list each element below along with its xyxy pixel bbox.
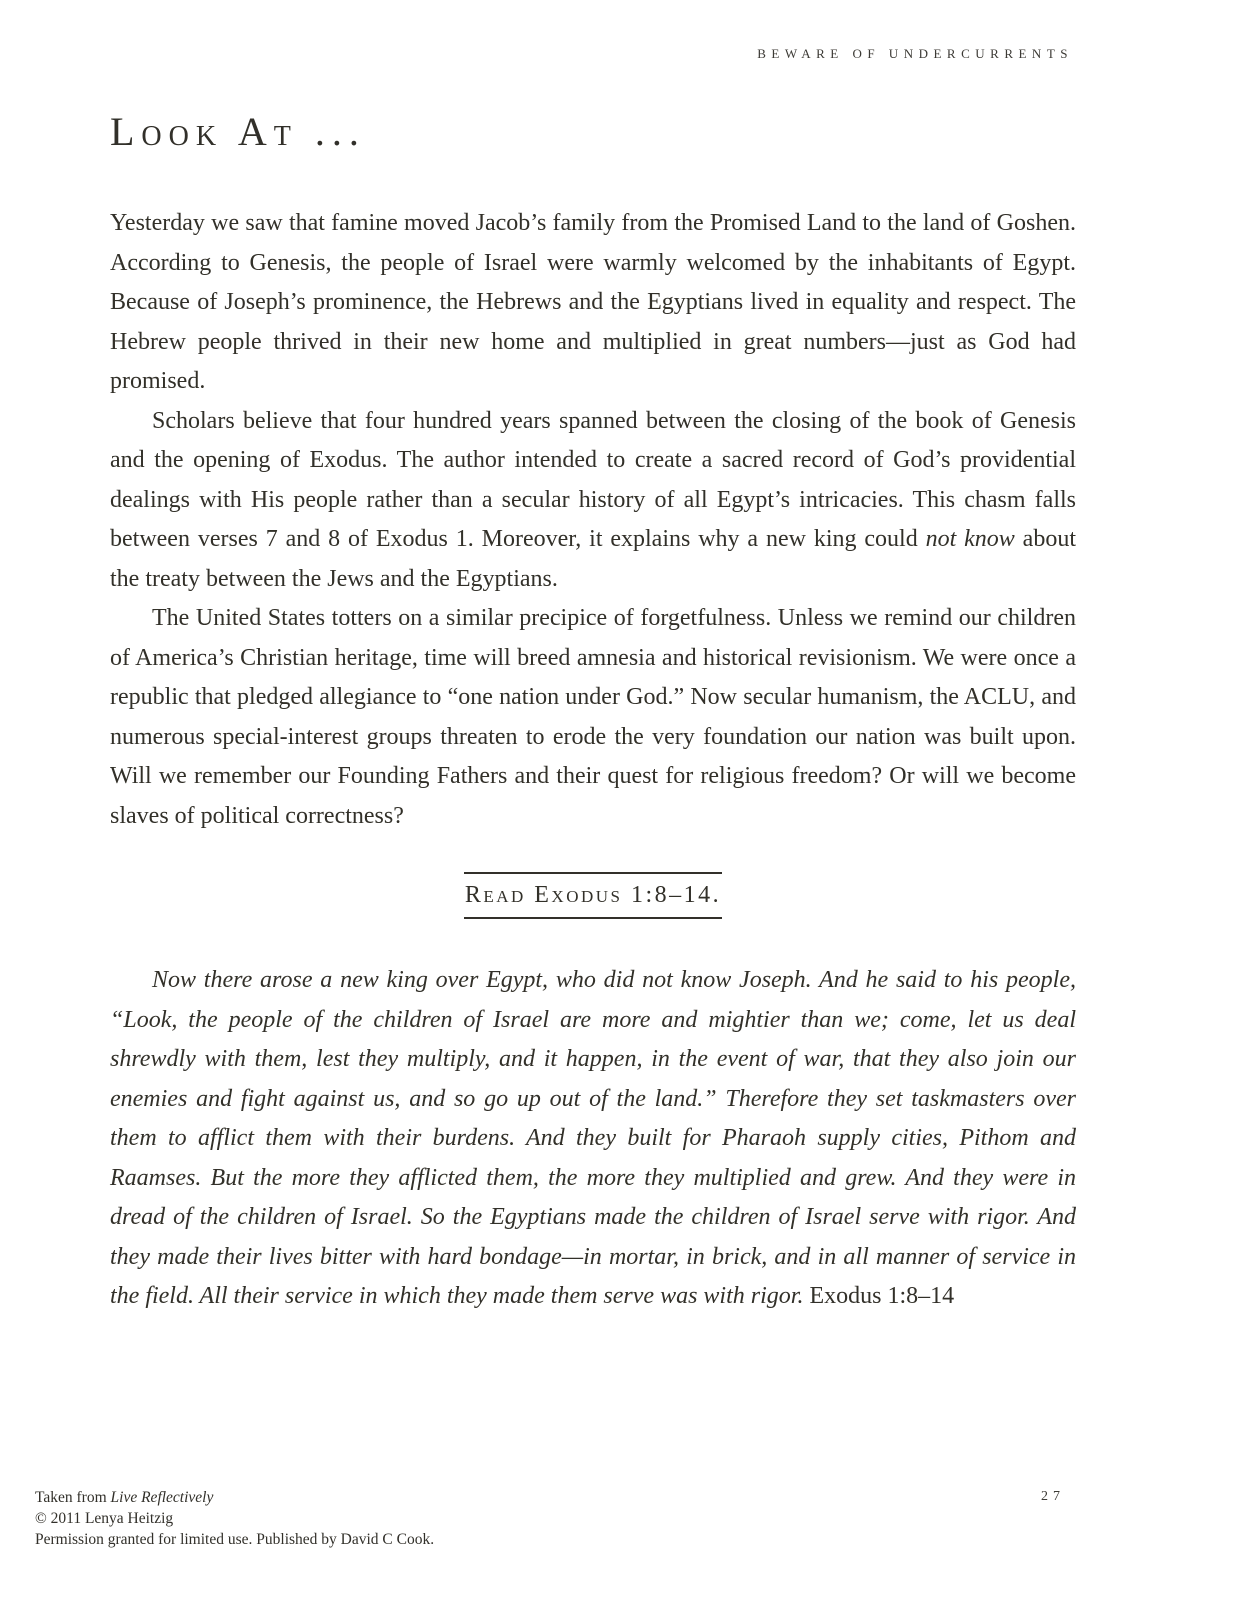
read-heading-block [110, 872, 1076, 919]
footer-copyright: © 2011 Lenya Heitzig [35, 1510, 174, 1527]
scripture-text: Now there arose a new king over Egypt, who did not know Joseph. And he said to his people, “Look, the people of the children of Israel are more and mightier than we; come, let us deal shrewdly with them, lest they multiply, and it happen, in the event of war, that they also join our enemies and fight against us, and so go up out of the land.” Therefore they set taskmasters over them to afflict them with their burdens. And they built for Pharaoh supply cities, Pithom and Raamses. But the more they afflicted them, the more they multiplied and grew. And they were in dread of the children of Israel. So the Egyptians made the children of Israel serve with rigor. And they made their lives bitter with hard bondage—in mortar, in brick, and in all manner of service in the field. All their service in which they made them serve was with rigor. [110, 967, 1076, 1309]
page-body [110, 204, 1076, 1317]
footer-line-1 [35, 1487, 434, 1508]
page-number: 27 [1041, 1489, 1065, 1504]
footer-permission: Permission granted for limited use. Published by David C Cook. [35, 1531, 435, 1548]
rule-bottom [464, 917, 722, 919]
paragraph-3: The United States totters on a similar precipice of forgetfulness. Unless we remind our children of America’s Christian heritage, time will breed amnesia and historical revisionism. We were once a republic that pledged allegiance to “one nation under God.” Now secular humanism, the ACLU, and numerous special-interest groups threaten to erode the very foundation our nation was built upon. Will we remember our Founding Fathers and their quest for religious freedom? Or will we become slaves of political correctness? [110, 605, 1076, 829]
section-title: Look At ... [110, 109, 366, 154]
paragraph-2-text-b: about the treaty between the Jews and the Egyptians. [110, 526, 1076, 592]
paragraph-1: Yesterday we saw that famine moved Jacob’s family from the Promised Land to the land of Goshen. According to Genesis, the people of Israel were warmly welcomed by the inhabitants of Egypt. Because of Joseph’s prominence, the Hebrews and the Egyptians lived in equality and respect. The Hebrew people thrived in their new home and multiplied in great numbers—just as God had promised. [110, 210, 1076, 394]
footer-taken-from: Taken from [35, 1489, 111, 1506]
read-heading: Read Exodus 1:8–14. [464, 882, 722, 908]
scripture-reference: Exodus 1:8–14 [809, 1283, 955, 1309]
running-head: BEWARE OF UNDERCURRENTS [757, 46, 1073, 61]
paragraph-2-text-a: Scholars believe that four hundred years spanned between the closing of the book of Genesis and the opening of Exodus. The author intended to create a sacred record of God’s providential dealings with His people rather than a secular history of all Egypt’s intricacies. This chasm falls between verses 7 and 8 of Exodus 1. Moreover, it explains why a new king could [110, 407, 1076, 552]
scripture-quote [110, 961, 1076, 1317]
footer-credits [35, 1487, 434, 1550]
paragraph-2-emphasis: not know [925, 526, 1015, 552]
footer-book-title: Live Reflectively [110, 1489, 214, 1506]
paragraph-2 [110, 402, 1076, 600]
